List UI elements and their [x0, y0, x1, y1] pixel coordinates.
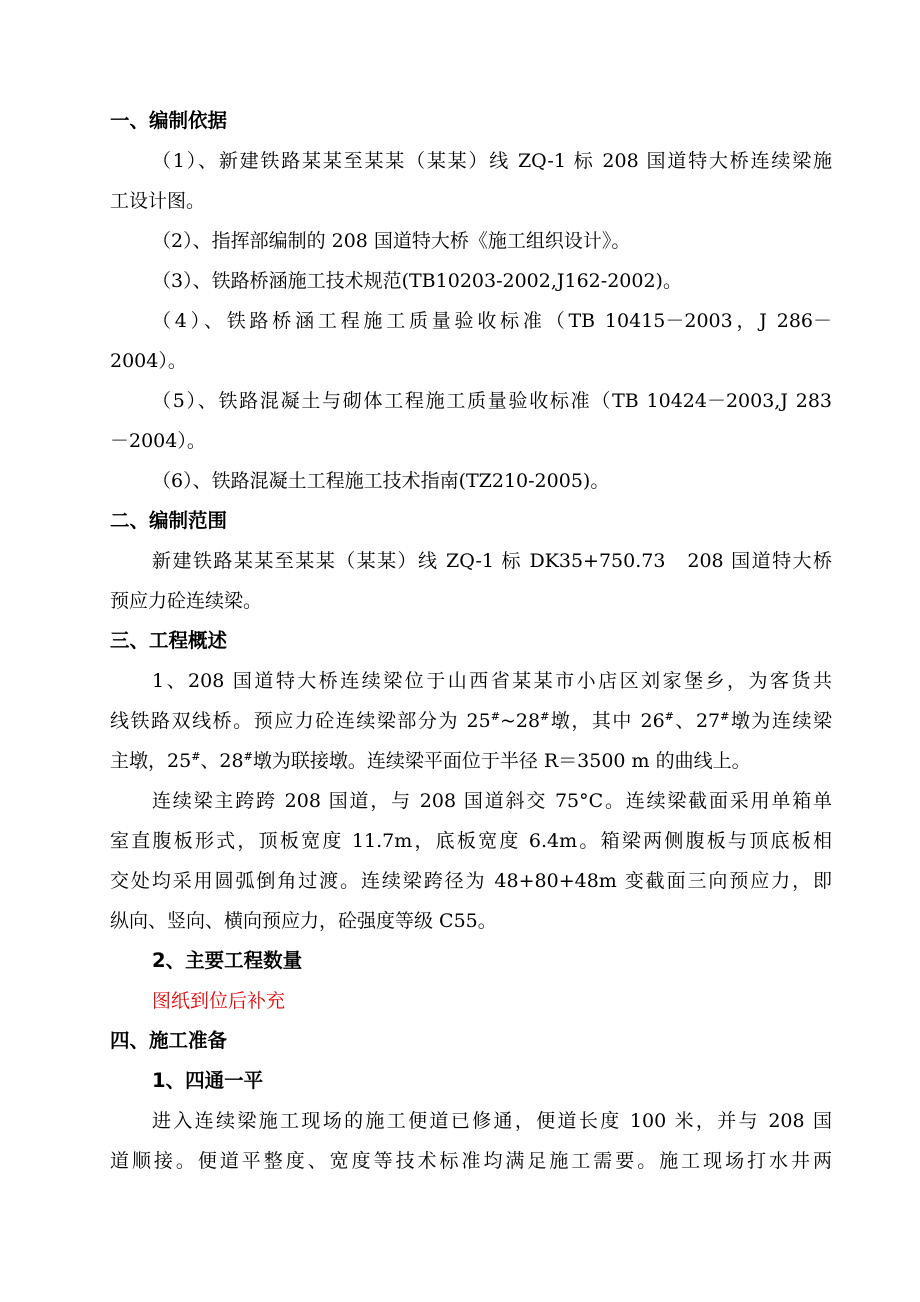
text-run: 线铁路双线桥。预应力砼连续梁部分为 25: [110, 710, 491, 732]
section-1-item-6: （6）、铁路混凝土工程施工技术指南(TZ210-2005)。: [152, 470, 610, 492]
section-1-item-1-line-1: （1）、新建铁路某某至某某（某某）线 ZQ-1 标 208 国道特大桥连续梁施: [152, 150, 832, 172]
superscript-mark: #: [490, 710, 500, 723]
section-3-title: 三、工程概述: [110, 629, 228, 652]
section-1-item-4-line-2: 2004）。: [110, 350, 187, 372]
superscript-mark: #: [540, 710, 550, 723]
section-3-paragraph-1-line-2: [110, 701, 832, 741]
section-1-item-4-line-1: （4）、铁路桥涵工程施工质量验收标准（TB 10415－2003，J 286－: [152, 310, 832, 332]
superscript-mark: #: [243, 750, 253, 763]
document-page: [110, 101, 832, 1181]
superscript-mark: #: [664, 710, 674, 723]
section-4-subsection-1-title: 1、四通一平: [152, 1069, 264, 1092]
section-1-item-2: （2）、指挥部编制的 208 国道特大桥《施工组织设计》。: [152, 230, 631, 252]
superscript-mark: #: [720, 710, 730, 723]
text-run: 、27: [673, 710, 721, 732]
text-run: 主墩，25: [110, 750, 192, 772]
section-3-subsection-2-note: 图纸到位后补充: [152, 990, 286, 1012]
text-run: 、28: [200, 750, 244, 772]
superscript-mark: #: [191, 750, 201, 763]
section-1-title: 一、编制依据: [110, 109, 228, 132]
text-run: 墩为连续梁: [729, 710, 832, 732]
section-3-paragraph-2-line-4: 纵向、竖向、横向预应力，砼强度等级 C55。: [110, 910, 497, 932]
text-run: ~28: [499, 710, 541, 732]
text-run: 墩为联接墩。连续梁平面位于半径 R＝3500 m 的曲线上。: [252, 750, 751, 772]
section-1-item-5-line-2: －2004）。: [110, 430, 206, 452]
section-3-subsection-2-title: 2、主要工程数量: [152, 949, 303, 972]
section-3-paragraph-2-line-2: 室直腹板形式，顶板宽度 11.7m，底板宽度 6.4m。箱梁两侧腹板与顶底板相: [110, 830, 832, 852]
section-2-paragraph-line-1: 新建铁路某某至某某（某某）线 ZQ-1 标 DK35+750.73 208 国道特大桥: [152, 550, 832, 572]
section-3-paragraph-2-line-1: 连续梁主跨跨 208 国道，与 208 国道斜交 75°C。连续梁截面采用单箱单: [152, 790, 832, 812]
section-4-title: 四、施工准备: [110, 1029, 228, 1052]
section-1-item-3: （3）、铁路桥涵施工技术规范(TB10203-2002,J162-2002)。: [152, 270, 682, 292]
section-1-item-1-line-2: 工设计图。: [110, 190, 206, 212]
section-4-paragraph-1-line-2: 道顺接。便道平整度、宽度等技术标准均满足施工需要。施工现场打水井两: [110, 1150, 832, 1172]
section-3-paragraph-1-line-1: 1、208 国道特大桥连续梁位于山西省某某市小店区刘家堡乡，为客货共: [152, 670, 832, 692]
section-4-paragraph-1-line-1: 进入连续梁施工现场的施工便道已修通，便道长度 100 米，并与 208 国: [152, 1110, 832, 1132]
section-2-paragraph-line-2: 预应力砼连续梁。: [110, 590, 263, 612]
section-1-item-5-line-1: （5）、铁路混凝土与砌体工程施工质量验收标准（TB 10424－2003,J 283: [152, 390, 832, 412]
section-3-paragraph-1-line-3: [110, 741, 832, 781]
section-3-paragraph-2-line-3: 交处均采用圆弧倒角过渡。连续梁跨径为 48+80+48m 变截面三向预应力，即: [110, 870, 832, 892]
section-2-title: 二、编制范围: [110, 509, 228, 532]
text-run: 墩，其中 26: [549, 710, 665, 732]
